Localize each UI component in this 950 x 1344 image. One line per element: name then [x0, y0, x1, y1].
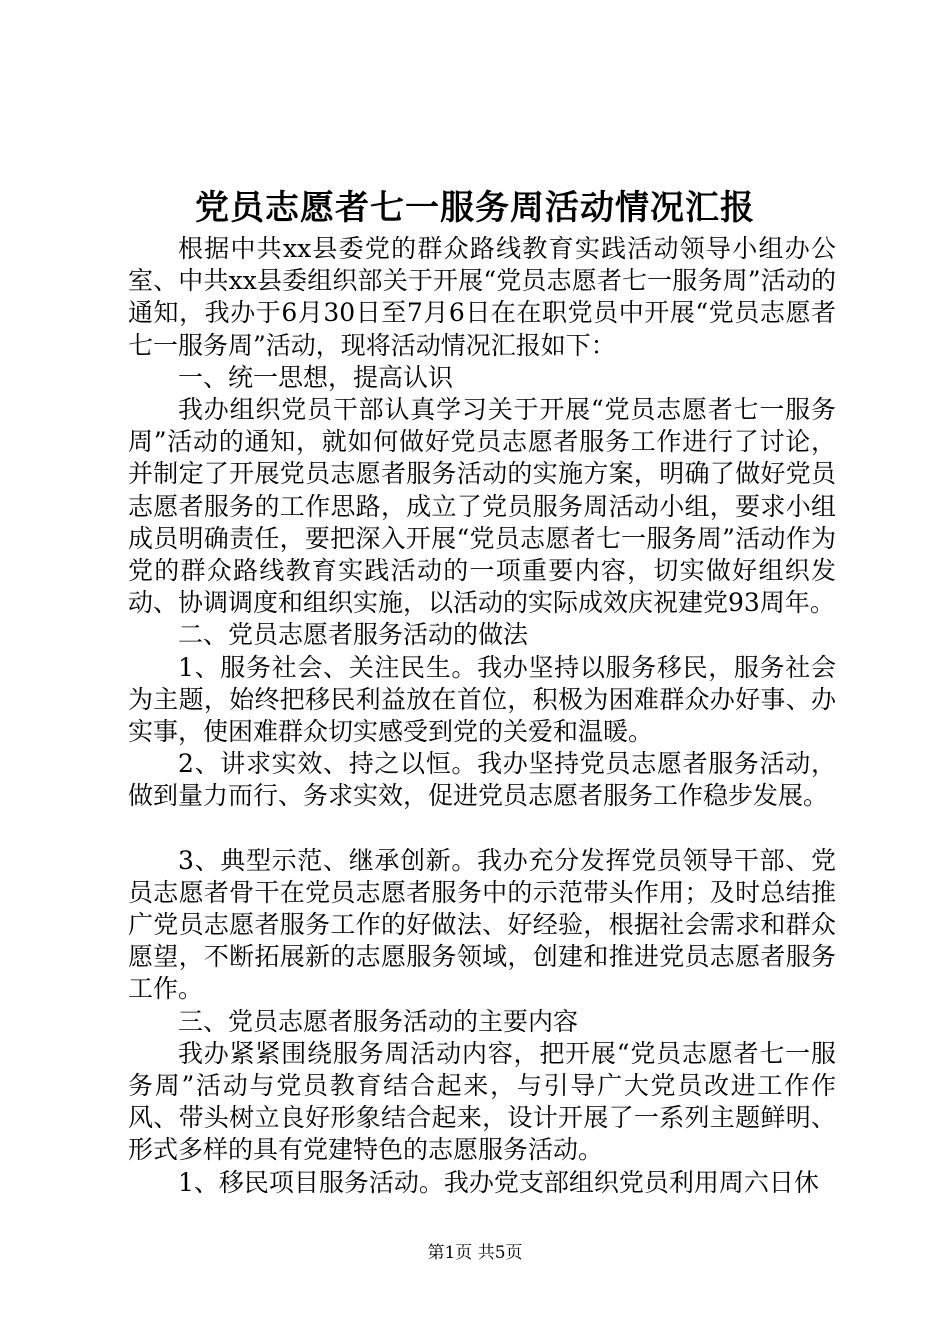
paragraph-intro: 根据中共xx县委党的群众路线教育实践活动领导小组办公室、中共xx县委组织部关于开展“党员志愿者七一服务周”活动的通知，我办于6月30日至7月6日在在职党员中开展“党员志愿者七一服务周”活动，现将活动情况汇报如下： — [128, 234, 836, 360]
paragraph-item-3: 3、典型示范、继承创新。我办充分发挥党员领导干部、党员志愿者骨干在党员志愿者服务中的示范带头作用；及时总结推广党员志愿者服务工作的好做法、好经验，根据社会需求和群众愿望，不断拓展新的志愿服务领域，创建和推进党员志愿者服务工作。 — [128, 845, 836, 1004]
section-heading-2: 二、党员志愿者服务活动的做法 — [178, 620, 529, 650]
section-heading-1: 一、统一思想，提高认识 — [178, 362, 454, 392]
paragraph-item-3-1: 1、移民项目服务活动。我办党支部组织党员利用周六日休 — [178, 1167, 819, 1197]
paragraph-section-1: 我办组织党员干部认真学习关于开展“党员志愿者七一服务周”活动的通知，就如何做好党员志愿者服务工作进行了讨论，并制定了开展党员志愿者服务活动的实施方案，明确了做好党员志愿者服务的工作思路，成立了党员服务周活动小组，要求小组成员明确责任，要把深入开展“党员志愿者七一服务周”活动作为党的群众路线教育实践活动的一项重要内容，切实做好组织发动、协调调度和组织实施，以活动的实际成效庆祝建党93周年。 — [128, 395, 836, 618]
page-footer: 第1页 共5页 — [427, 1243, 523, 1263]
paragraph-item-2: 2、讲求实效、持之以恒。我办坚持党员志愿者服务活动，做到量力而行、务求实效，促进党员志愿者服务工作稳步发展。 — [128, 749, 836, 811]
page-title: 党员志愿者七一服务周活动情况汇报 — [195, 188, 755, 228]
document-body — [128, 233, 836, 1199]
paragraph-item-1: 1、服务社会、关注民生。我办坚持以服务移民，服务社会为主题，始终把移民利益放在首位，积极为困难群众办好事、办实事，使困难群众切实感受到党的关爱和温暖。 — [128, 652, 836, 747]
paragraph-section-3: 我办紧紧围绕服务周活动内容，把开展“党员志愿者七一服务周”活动与党员教育结合起来，与引导广大党员改进工作作风、带头树立良好形象结合起来，设计开展了一系列主题鲜明、形式多样的具有党建特色的志愿服务活动。 — [128, 1038, 836, 1165]
section-heading-3: 三、党员志愿者服务活动的主要内容 — [178, 1006, 579, 1036]
